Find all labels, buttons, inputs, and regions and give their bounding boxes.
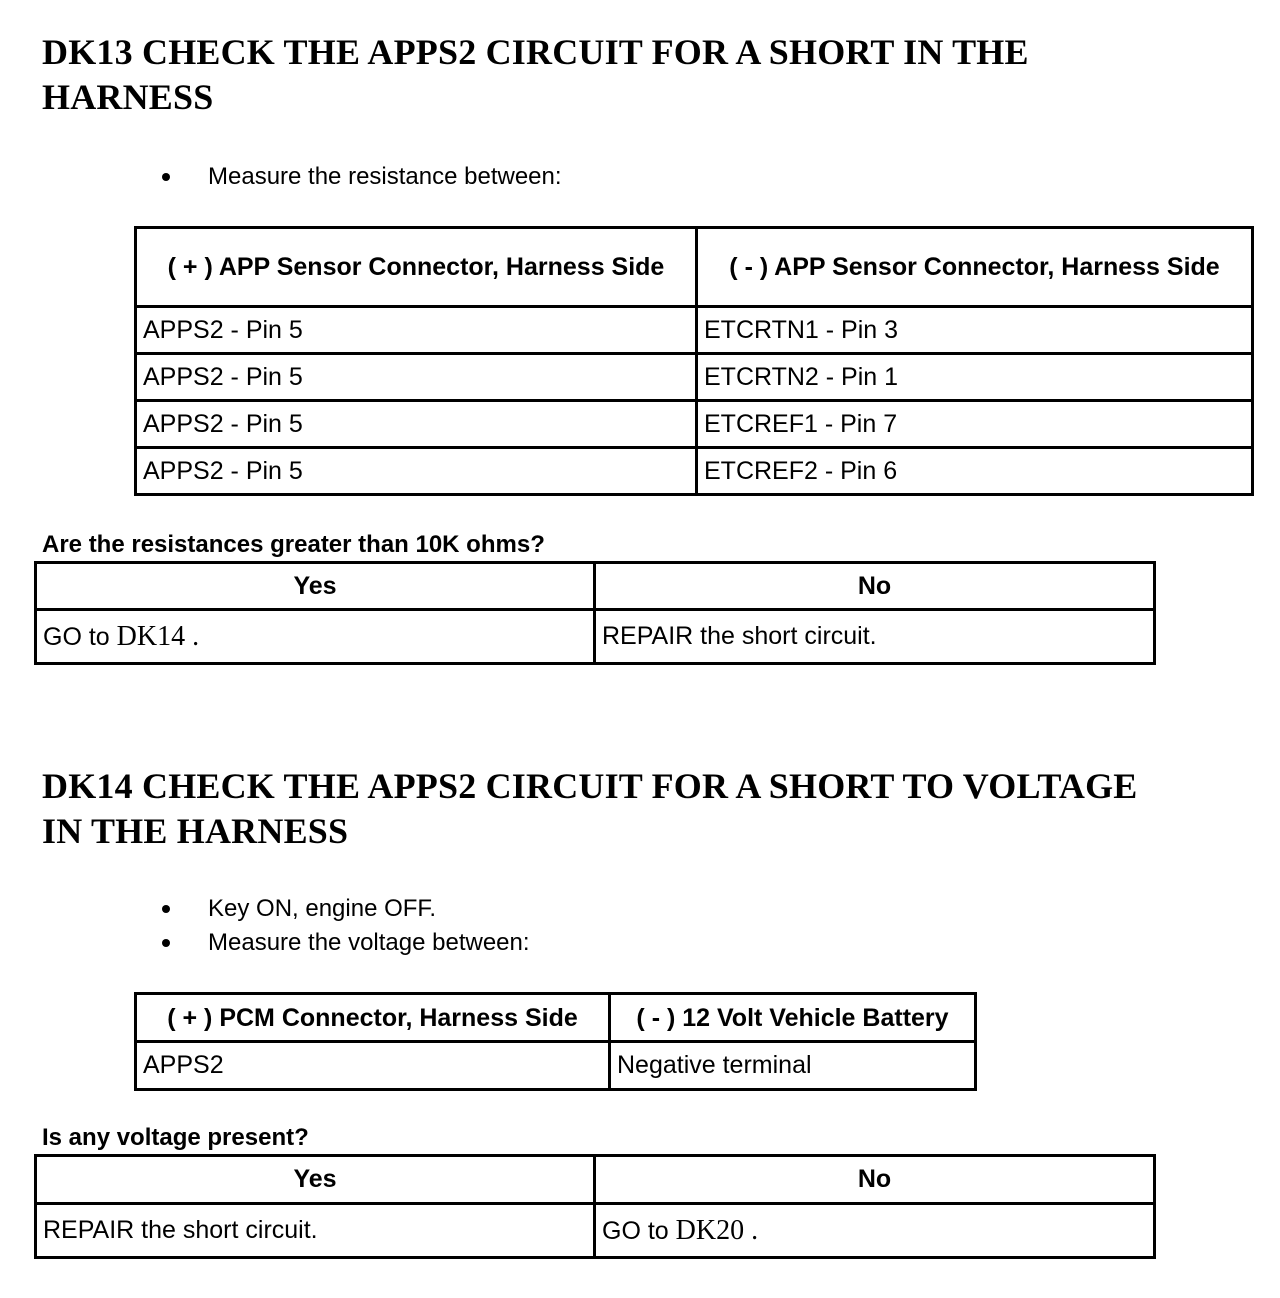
no-header: No xyxy=(595,1156,1155,1204)
table-cell: Negative terminal xyxy=(610,1042,976,1090)
dk14-answer-table xyxy=(34,1154,1156,1259)
table-row xyxy=(136,354,1253,401)
yes-action xyxy=(36,610,595,664)
dk14-link[interactable]: DK14 . xyxy=(116,620,200,652)
column-header: ( + ) PCM Connector, Harness Side xyxy=(136,994,610,1042)
dk13-heading-line1: DK13 CHECK THE APPS2 CIRCUIT FOR A SHORT IN THE xyxy=(42,32,1029,72)
dk14-heading xyxy=(42,764,1138,854)
no-action xyxy=(595,1204,1155,1258)
column-header: ( + ) APP Sensor Connector, Harness Side xyxy=(136,228,697,307)
table-row xyxy=(136,307,1253,354)
yes-action: REPAIR the short circuit. xyxy=(36,1204,595,1258)
dk13-steps xyxy=(160,160,562,194)
dk14-steps xyxy=(160,892,530,960)
yes-header: Yes xyxy=(36,1156,595,1204)
table-cell: APPS2 - Pin 5 xyxy=(136,354,697,401)
table-row xyxy=(136,401,1253,448)
table-cell: ETCRTN1 - Pin 3 xyxy=(697,307,1253,354)
step-text: Measure the resistance between: xyxy=(208,163,562,190)
step-item xyxy=(160,926,530,960)
bullet-icon xyxy=(162,905,170,913)
table-cell: ETCREF1 - Pin 7 xyxy=(697,401,1253,448)
step-text: Key ON, engine OFF. xyxy=(208,895,437,922)
action-text: GO to xyxy=(602,1216,669,1245)
dk14-question: Is any voltage present? xyxy=(42,1124,309,1151)
action-text: GO to xyxy=(43,622,110,651)
table-cell: ETCREF2 - Pin 6 xyxy=(697,448,1253,495)
dk13-heading-line2: HARNESS xyxy=(42,77,214,117)
step-item xyxy=(160,160,562,194)
table-cell: APPS2 - Pin 5 xyxy=(136,307,697,354)
yes-header: Yes xyxy=(36,563,595,610)
dk14-voltage-table xyxy=(134,992,977,1091)
bullet-icon xyxy=(162,939,170,947)
column-header: ( - ) 12 Volt Vehicle Battery xyxy=(610,994,976,1042)
dk14-heading-line2: IN THE HARNESS xyxy=(42,811,349,851)
step-item xyxy=(160,892,530,926)
dk14-heading-line1: DK14 CHECK THE APPS2 CIRCUIT FOR A SHORT TO VOLTAGE xyxy=(42,766,1138,806)
dk13-answer-table xyxy=(34,561,1156,665)
table-row xyxy=(136,448,1253,495)
table-cell: ETCRTN2 - Pin 1 xyxy=(697,354,1253,401)
table-cell: APPS2 - Pin 5 xyxy=(136,401,697,448)
dk20-link[interactable]: DK20 . xyxy=(675,1214,759,1246)
table-row xyxy=(36,1204,1155,1258)
table-row xyxy=(136,1042,976,1090)
no-header: No xyxy=(595,563,1155,610)
dk13-question: Are the resistances greater than 10K ohms? xyxy=(42,531,545,558)
bullet-icon xyxy=(162,173,170,181)
column-header: ( - ) APP Sensor Connector, Harness Side xyxy=(697,228,1253,307)
dk13-resistance-table xyxy=(134,226,1254,496)
no-action: REPAIR the short circuit. xyxy=(595,610,1155,664)
table-row xyxy=(36,610,1155,664)
step-text: Measure the voltage between: xyxy=(208,929,530,956)
table-cell: APPS2 xyxy=(136,1042,610,1090)
table-cell: APPS2 - Pin 5 xyxy=(136,448,697,495)
dk13-heading xyxy=(42,30,1029,120)
